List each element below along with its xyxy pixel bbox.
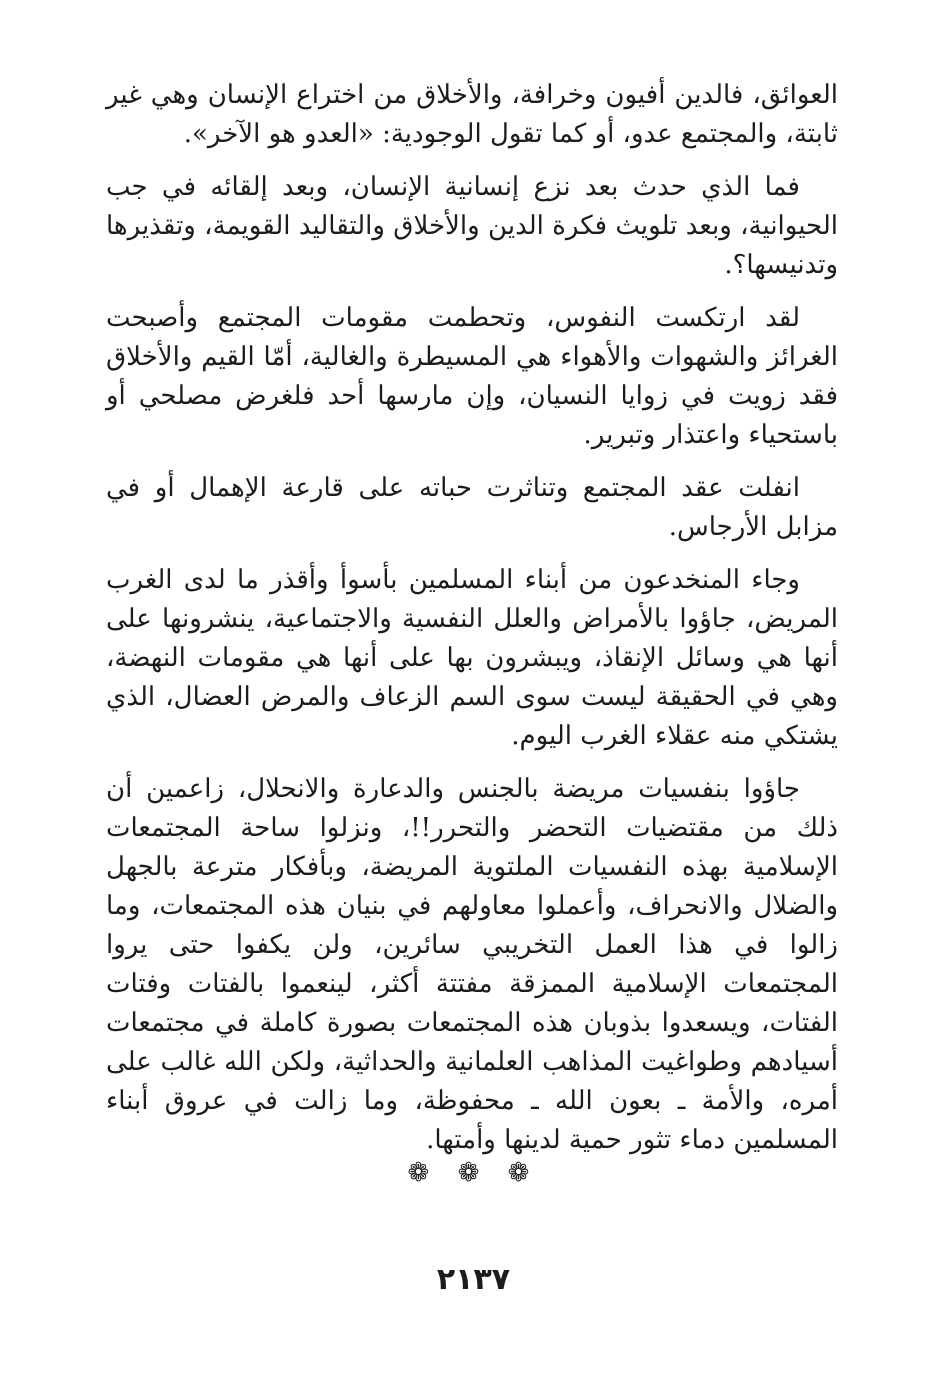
paragraph-5: وجاء المنخدعون من أبناء المسلمين بأسوأ وأقذر ما لدى الغرب المريض، جاؤوا بالأمراض والعلل النفسية والاجتماعية، ينشرونها على أنها هي وسائل الإنقاذ، ويبشرون بها على أنها هي مقومات النهضة، وهي في الحقيقة ليست سوى السم الزعاف والمرض العضال، الذي يشتكي منه عقلاء الغرب اليوم. [106, 565, 838, 751]
paragraph-2: فما الذي حدث بعد نزع إنسانية الإنسان، وبعد إلقائه في جب الحيوانية، وبعد تلويث فكرة الدين والأخلاق والتقاليد القويمة، وتقذيرها وتدنيسها؟. [106, 172, 838, 280]
page-number: ٢١٣٧ [436, 1262, 511, 1297]
paragraph-4: انفلت عقد المجتمع وتناثرت حباته على قارعة الإهمال أو في مزابل الأرجاس. [106, 473, 838, 542]
paragraph-1: العوائق، فالدين أفيون وخرافة، والأخلاق من اختراع الإنسان وهي غير ثابتة، والمجتمع عدو، أو كما تقول الوجودية: «العدو هو الآخر». [106, 80, 838, 149]
paragraph-6: جاؤوا بنفسيات مريضة بالجنس والدعارة والانحلال، زاعمين أن ذلك من مقتضيات التحضر والتحرر!!، ونزلوا ساحة المجتمعات الإسلامية بهذه النفسيات الملتوية المريضة، وبأفكار مترعة بالجهل والضلال والانحراف، وأعملوا معاولهم في بنيان هذه المجتمعات، وما زالوا في هذا العمل التخريبي سائرين، ولن يكفوا حتى يروا المجتمعات الإسلامية الممزقة مفتتة أكثر، لينعموا بالفتات وفتات الفتات، ويسعدوا بذوبان هذه المجتمعات بصورة كاملة في مجتمعات أسيادهم وطواغيت المذاهب العلمانية والحداثية، ولكن الله غالب على أمره، والأمة ـ بعون الله ـ محفوظة، وما زالت في عروق أبناء المسلمين دماء تثور حمية لدينها وأمتها. [106, 774, 838, 1155]
paragraph-3: لقد ارتكست النفوس، وتحطمت مقومات المجتمع وأصبحت الغرائز والشهوات والأهواء هي المسيطرة والغالية، أمّا القيم والأخلاق فقد زويت في زوايا النسيان، وإن مارسها أحد فلغرض مصلحي أو باستحياء واعتذار وتبرير. [106, 303, 838, 450]
body-text [106, 76, 838, 1174]
section-separator-ornament: ❁ ❁ ❁ [407, 1158, 540, 1188]
